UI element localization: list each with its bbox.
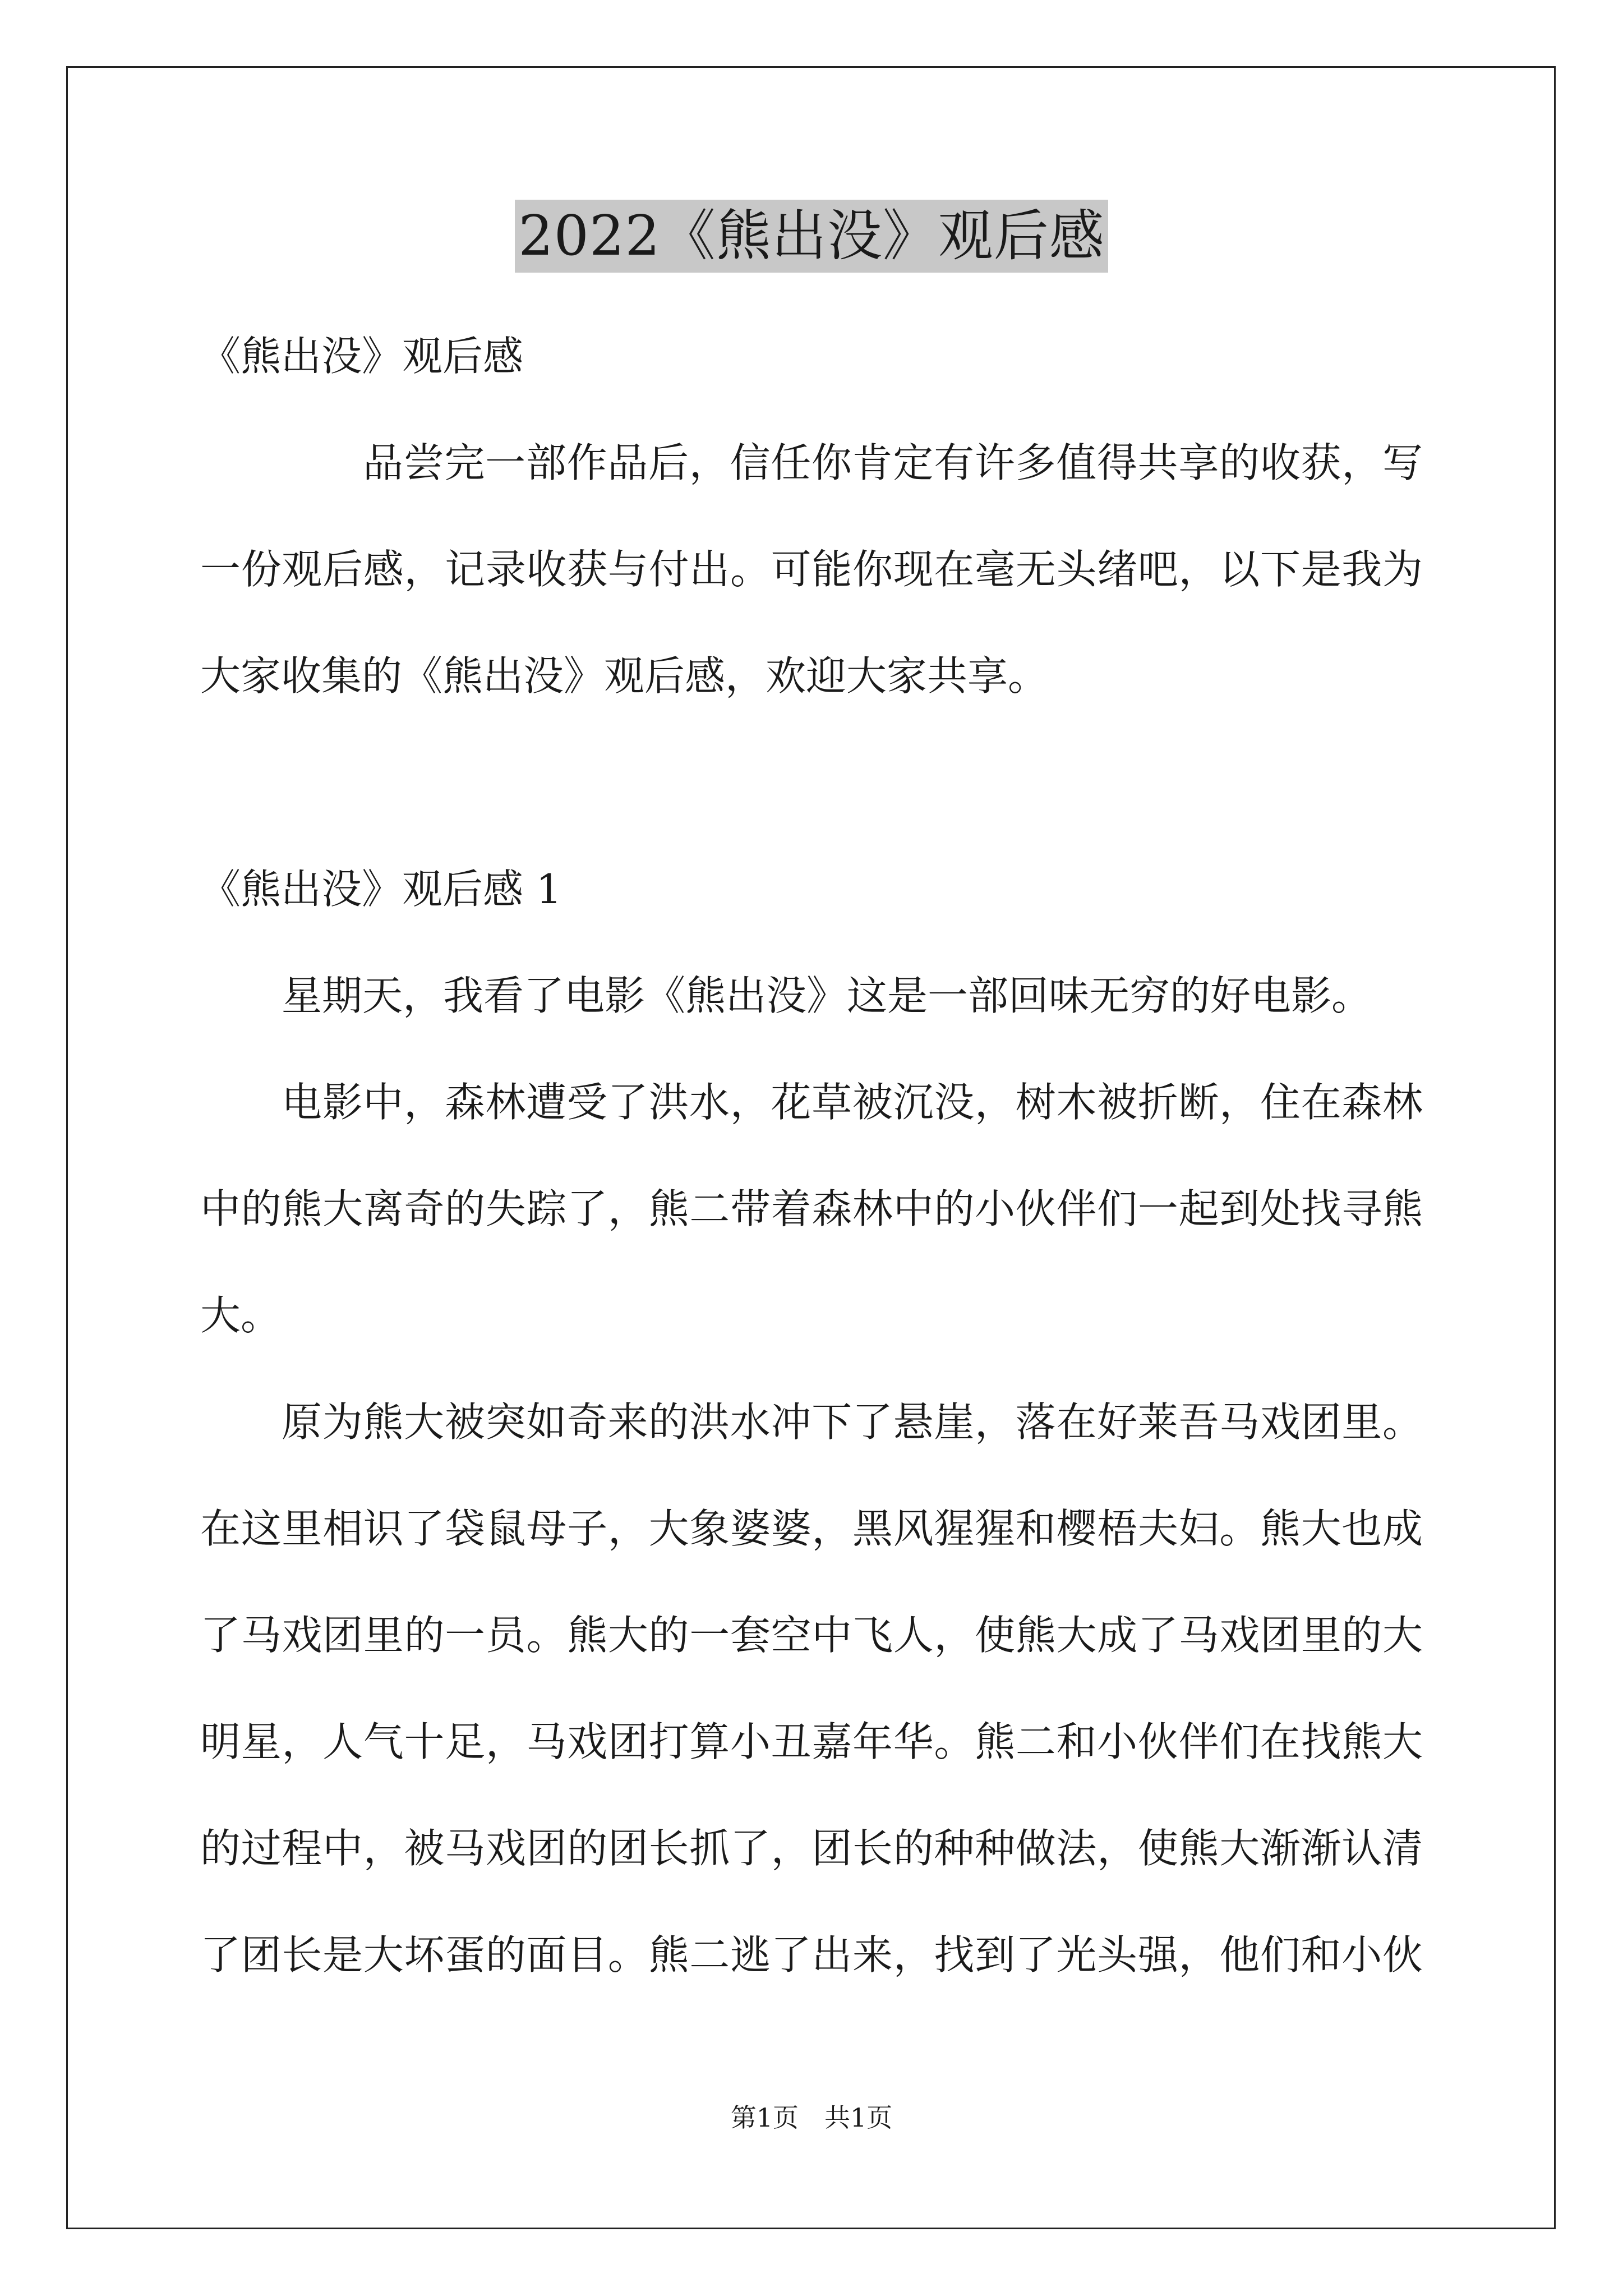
- paragraph-line: 中的熊大离奇的失踪了，熊二带着森林中的小伙伴们一起到处找寻熊: [200, 1185, 1423, 1232]
- section-heading: 《熊出没》观后感 1: [200, 866, 562, 913]
- page-total: 共1页: [824, 2102, 893, 2133]
- paragraph-line: 星期天，我看了电影《熊出没》这是一部回味无穷的好电影。: [282, 972, 1372, 1019]
- title-container: [0, 200, 1623, 273]
- paragraph-line: 品尝完一部作品后，信任你肯定有许多值得共享的收获，写: [363, 439, 1423, 486]
- document-title: 2022《熊出没》观后感: [515, 200, 1108, 273]
- section-heading: 《熊出没》观后感: [200, 333, 524, 380]
- paragraph-line: 了马戏团里的一员。熊大的一套空中飞人，使熊大成了马戏团里的大: [200, 1612, 1423, 1659]
- document-body: [200, 303, 1423, 2008]
- paragraph-line: 的过程中，被马戏团的团长抓了，团长的种种做法，使熊大渐渐认清: [200, 1825, 1423, 1872]
- paragraph-line: 明星，人气十足，马戏团打算小丑嘉年华。熊二和小伙伴们在找熊大: [200, 1718, 1423, 1765]
- paragraph-line: 在这里相识了袋鼠母子，大象婆婆，黑风猩猩和樱梧夫妇。熊大也成: [200, 1505, 1423, 1552]
- paragraph-line: 原为熊大被突如奇来的洪水冲下了悬崖，落在好莱吾马戏团里。: [282, 1398, 1423, 1446]
- paragraph-line: 了团长是大坏蛋的面目。熊二逃了出来，找到了光头强，他们和小伙: [200, 1931, 1423, 1978]
- paragraph-line: 大。: [200, 1292, 282, 1339]
- blank-line: [200, 729, 1423, 836]
- paragraph-line: 电影中，森林遭受了洪水，花草被沉没，树木被折断，住在森林: [282, 1079, 1423, 1126]
- paragraph-line: 大家收集的《熊出没》观后感，欢迎大家共享。: [200, 652, 1049, 700]
- page-footer: [0, 2101, 1623, 2134]
- page-number: 第1页: [730, 2102, 799, 2133]
- paragraph-line: 一份观后感，记录收获与付出。可能你现在毫无头绪吧，以下是我为: [200, 546, 1423, 593]
